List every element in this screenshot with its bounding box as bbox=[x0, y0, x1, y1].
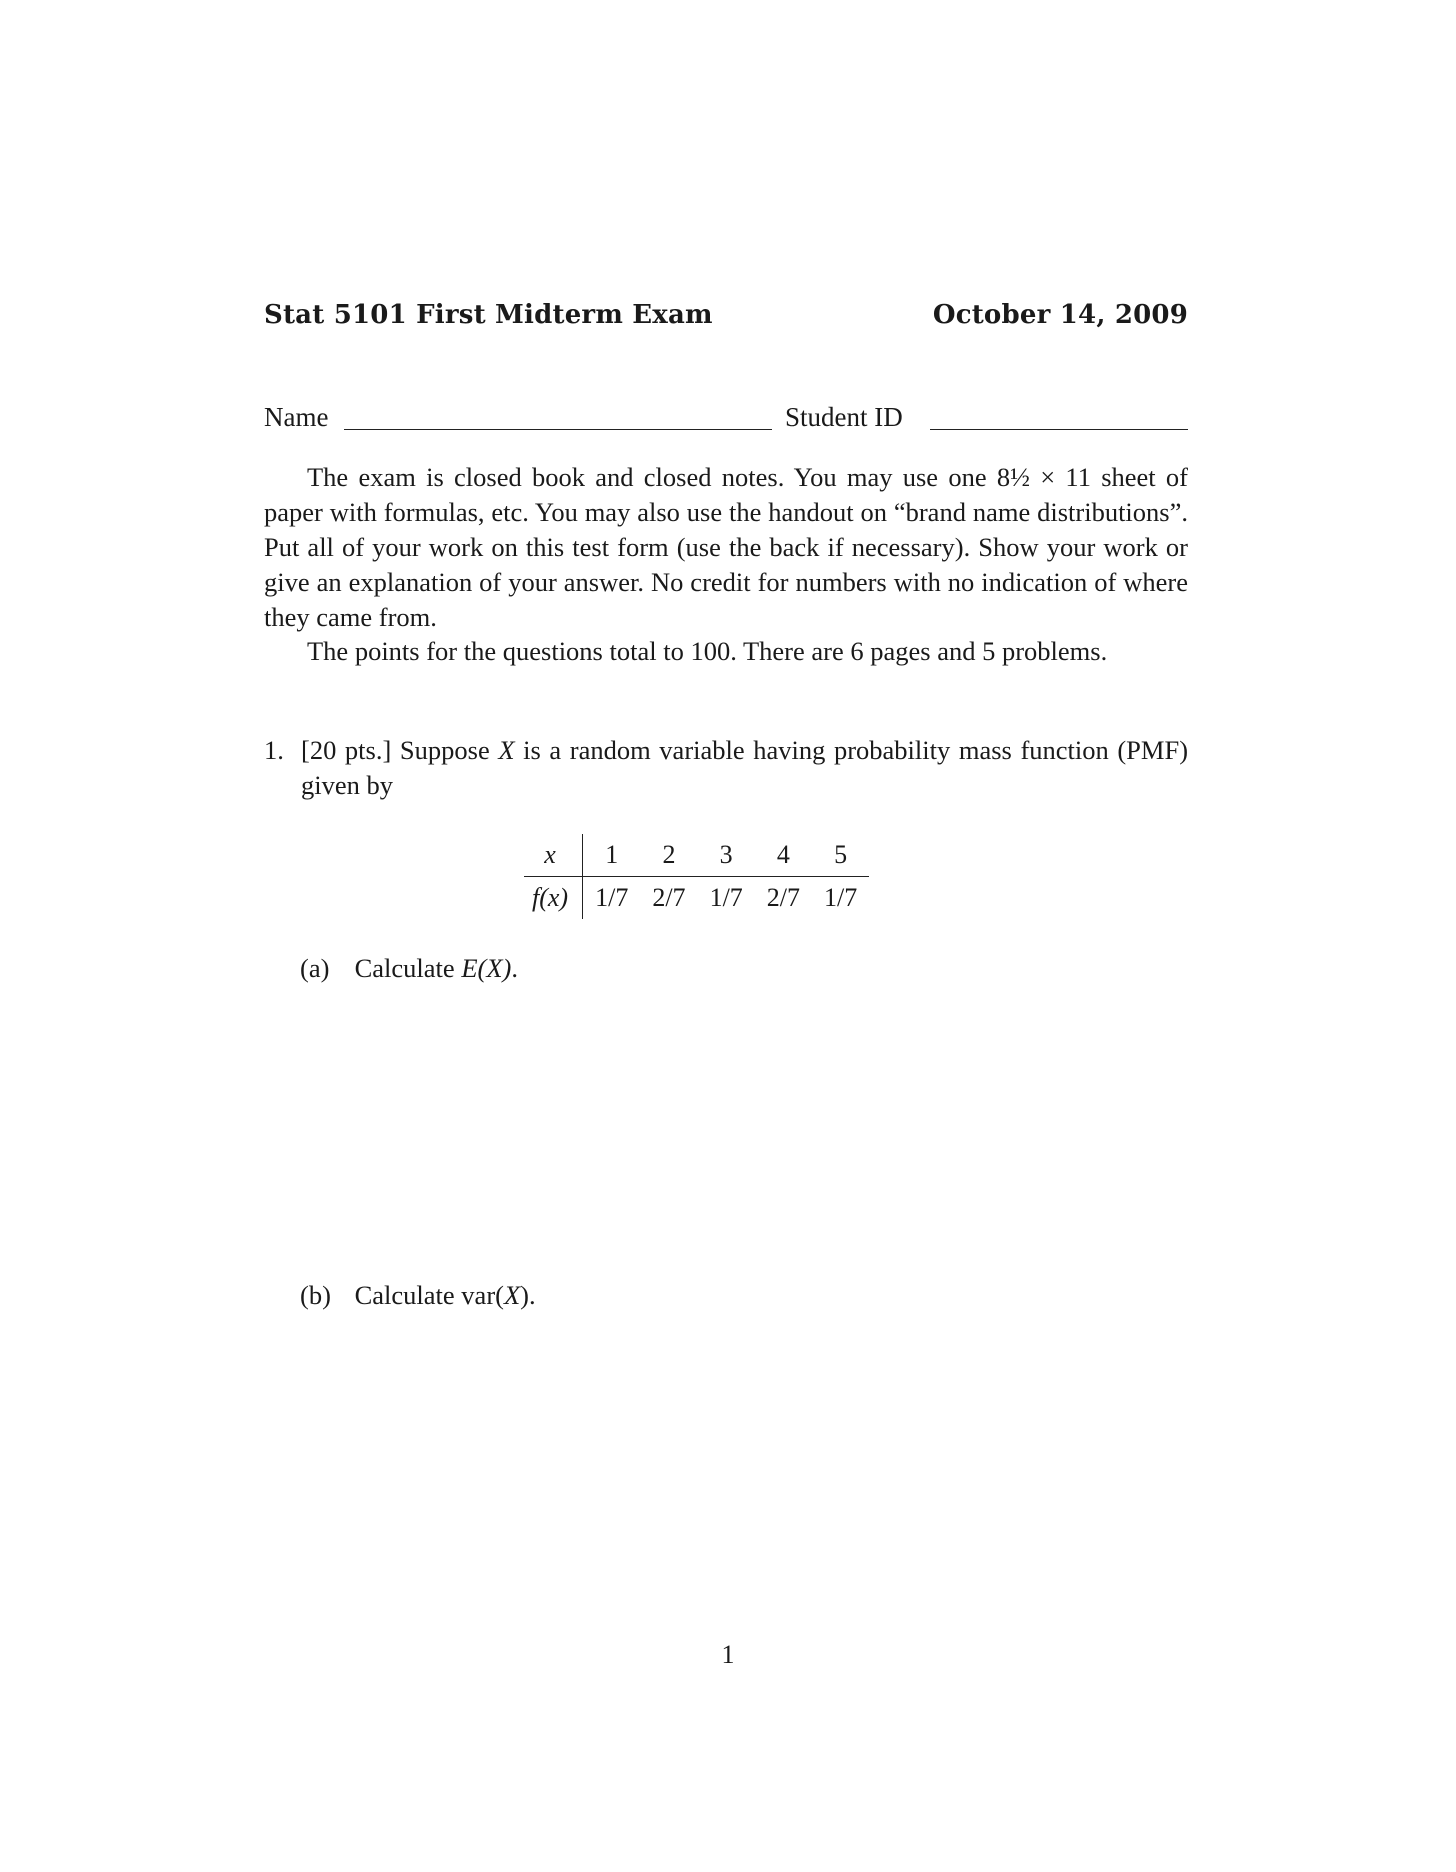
part-a bbox=[300, 953, 518, 984]
problem-number: 1. bbox=[264, 735, 284, 765]
problem-points: [20 pts.] bbox=[301, 735, 392, 765]
pmf-x-cell: 3 bbox=[698, 834, 755, 877]
pmf-fx-cell: 1/7 bbox=[709, 883, 743, 912]
pmf-fx-cell: 2/7 bbox=[766, 883, 801, 912]
part-b-variable: X bbox=[503, 1280, 521, 1310]
pmf-fx-cell: 1/7 bbox=[595, 883, 629, 912]
instructions-paragraph-1: The exam is closed book and closed notes. You may use one 8½ × 11 sheet of paper with formulas, etc. You may also use the handout on “brand name distributions”. Put all of your work on this test form (use the back if necessary). Show your work or give an explanation of your answer. No credit for numbers with no indication of where they came from. bbox=[264, 462, 1188, 632]
part-b-close: ). bbox=[520, 1280, 536, 1310]
pmf-row-x bbox=[524, 834, 869, 877]
part-a-period: . bbox=[511, 953, 518, 983]
pmf-fx-cell: 2/7 bbox=[652, 883, 686, 912]
problem-statement bbox=[301, 733, 1188, 803]
part-b-text: Calculate var( bbox=[354, 1280, 504, 1310]
pmf-x-cell: 2 bbox=[640, 834, 697, 877]
part-a-text: Calculate bbox=[354, 953, 455, 983]
pmf-x-header: x bbox=[524, 834, 583, 877]
part-b bbox=[300, 1280, 536, 1311]
problem-variable: X bbox=[498, 735, 515, 765]
student-id-label: Student ID bbox=[785, 402, 903, 432]
student-fields bbox=[264, 402, 1188, 442]
problem-text-before: Suppose bbox=[399, 735, 490, 765]
page-number: 1 bbox=[721, 1640, 735, 1669]
pmf-table bbox=[524, 834, 869, 919]
pmf-fx-cell: 1/7 bbox=[824, 883, 858, 912]
problem-text-after: is a random variable having probability mass function (PMF) given by bbox=[301, 735, 1189, 800]
pmf-x-cell: 4 bbox=[755, 834, 812, 877]
pmf-row-fx bbox=[524, 877, 869, 920]
pmf-fx-header: f(x) bbox=[524, 877, 583, 920]
exam-date: October 14, 2009 bbox=[932, 300, 1188, 330]
part-a-expression: E(X) bbox=[461, 953, 512, 983]
pmf-x-cell: 1 bbox=[583, 834, 641, 877]
instructions-paragraph-2: The points for the questions total to 100. There are 6 pages and 5 problems. bbox=[307, 636, 1108, 666]
student-id-blank-line[interactable] bbox=[930, 429, 1188, 430]
pmf-x-cell: 5 bbox=[812, 834, 869, 877]
name-blank-line[interactable] bbox=[344, 429, 772, 430]
name-label: Name bbox=[264, 402, 329, 432]
part-a-label: (a) bbox=[300, 953, 330, 983]
exam-title: Stat 5101 First Midterm Exam bbox=[264, 300, 713, 330]
part-b-label: (b) bbox=[300, 1280, 331, 1310]
